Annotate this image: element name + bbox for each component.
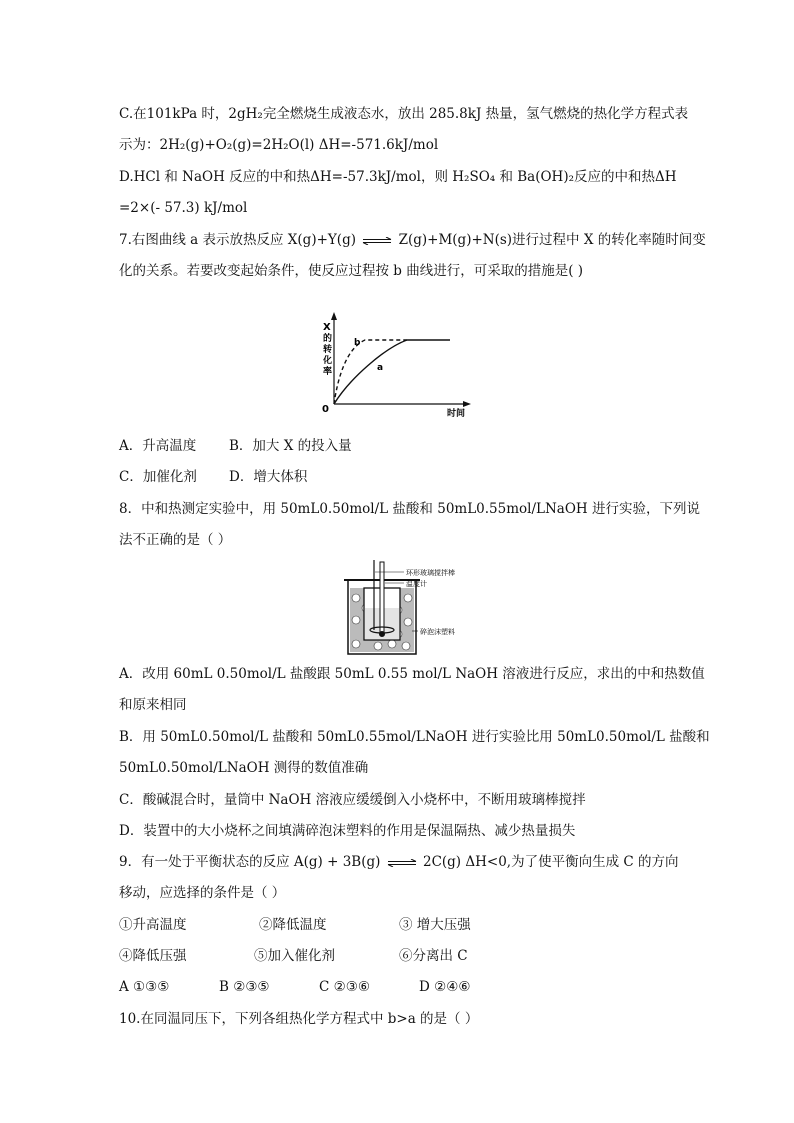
q8-option-a-line2: 和原来相同 [119,697,187,713]
q9-stem-part1: 9．有一处于平衡状态的反应 A(g) + 3B(g) [119,854,381,870]
q7-stem-line2: 化的关系。若要改变起始条件，使反应过程按 b 曲线进行，可采取的措施是( ) [119,263,584,279]
q8-option-c: C．酸碱混合时，量筒中 NaOH 溶液应缓缓倒入小烧杯中，不断用玻璃棒搅拌 [119,792,586,808]
curve-a-label: a [377,363,384,373]
q6-option-c-line1: C.在101kPa 时，2gH₂完全燃烧生成液态水，放出 285.8kJ 热量，氢气燃烧的热化学方程式表 [119,106,689,122]
q9-stem-line2: 移动，应选择的条件是（ ） [119,885,286,901]
q9-stem-line1 [119,853,679,871]
q6-option-d-line2: =2×(- 57.3) kJ/mol [119,200,248,216]
q7-stem-part2: Z(g)+M(g)+N(s)进行过程中 X 的转化率随时间变 [398,232,706,248]
q7-stem-line1 [119,231,706,249]
thermometer [380,562,384,634]
y-label-char-3: 化 [323,356,333,366]
label-thermometer: 温度计 [406,580,427,588]
q9-conditions-row1 [119,916,471,934]
origin-label: 0 [322,404,329,415]
q8-option-b-line1: B．用 50mL0.50mol/L 盐酸和 50mL0.55mol/LNaOH 进行实验比用 50mL0.50mol/L 盐酸和 [119,729,710,745]
q9-condition-6: ⑥分离出 C [399,948,468,964]
q9-stem-part2: 2C(g) ΔH<0,为了使平衡向生成 C 的方向 [422,854,679,870]
q8-option-b-line2: 50mL0.50mol/LNaOH 测得的数值准确 [119,760,369,776]
q7-conversion-graph [305,308,475,420]
y-axis-arrow-icon [331,312,337,320]
thermometer-bulb [379,631,385,637]
y-label-char-4: 率 [323,367,333,377]
q9-condition-4: ④降低压强 [119,948,187,964]
y-label-char-2: 转 [323,345,333,355]
q8-calorimeter-diagram [340,558,480,658]
label-foam: 碎泡沫塑料 [420,628,455,636]
y-label-char-0: X [323,322,331,333]
q9-condition-5: ⑤加入催化剂 [254,948,335,964]
q7-option-b: B．加大 X 的投入量 [229,438,352,454]
q7-stem-part1: 7.右图曲线 a 表示放热反应 X(g)+Y(g) [119,232,356,248]
q6-option-d-line1: D.HCl 和 NaOH 反应的中和热ΔH=-57.3kJ/mol，则 H₂SO₄ 和 Ba(OH)₂反应的中和热ΔH [119,169,677,185]
q8-stem-line2: 法不正确的是（ ） [119,532,232,548]
x-axis-label: 时间 [447,409,466,419]
q9-answers [119,978,470,996]
q10-stem: 10.在同温同压下，下列各组热化学方程式中 b>a 的是（ ） [119,1011,479,1027]
q9-condition-2: ②降低温度 [259,917,327,933]
q9-answer-d: D ②④⑥ [419,979,471,995]
q9-condition-1: ①升高温度 [119,917,187,933]
q7-option-d: D．增大体积 [229,469,308,485]
curve-b [334,340,407,404]
q9-condition-3: ③ 增大压强 [399,917,471,933]
q7-options-row2 [119,468,307,486]
q9-answer-a: A ①③⑤ [119,979,170,995]
q8-option-a-line1: A．改用 60mL 0.50mol/L 盐酸跟 50mL 0.55 mol/L NaOH 溶液进行反应，求出的中和热数值 [119,666,705,682]
y-label-char-1: 的 [323,334,333,344]
q7-options-row1 [119,437,352,455]
equilibrium-arrow-icon [387,859,417,867]
q9-answer-c: C ②③⑥ [319,979,370,995]
q8-option-d: D．装置中的大小烧杯之间填满碎泡沫塑料的作用是保温隔热、减少热量损失 [119,823,576,839]
q6-option-c-line2: 示为：2H₂(g)+O₂(g)=2H₂O(l) ΔH=-571.6kJ/mol [119,137,439,153]
q9-answer-b: B ②③⑤ [219,979,270,995]
q7-option-c: C．加催化剂 [119,469,197,485]
q7-option-a: A．升高温度 [119,438,197,454]
q9-conditions-row2 [119,947,468,965]
q8-stem-line1: 8．中和热测定实验中，用 50mL0.50mol/L 盐酸和 50mL0.55mol/LNaOH 进行实验，下列说 [119,501,700,517]
equilibrium-arrow-icon [362,237,392,245]
label-stirrer: 环形玻璃搅拌棒 [406,569,455,577]
x-axis-arrow-icon [463,401,471,407]
curve-a [334,340,450,404]
curve-b-label: b [354,338,361,348]
